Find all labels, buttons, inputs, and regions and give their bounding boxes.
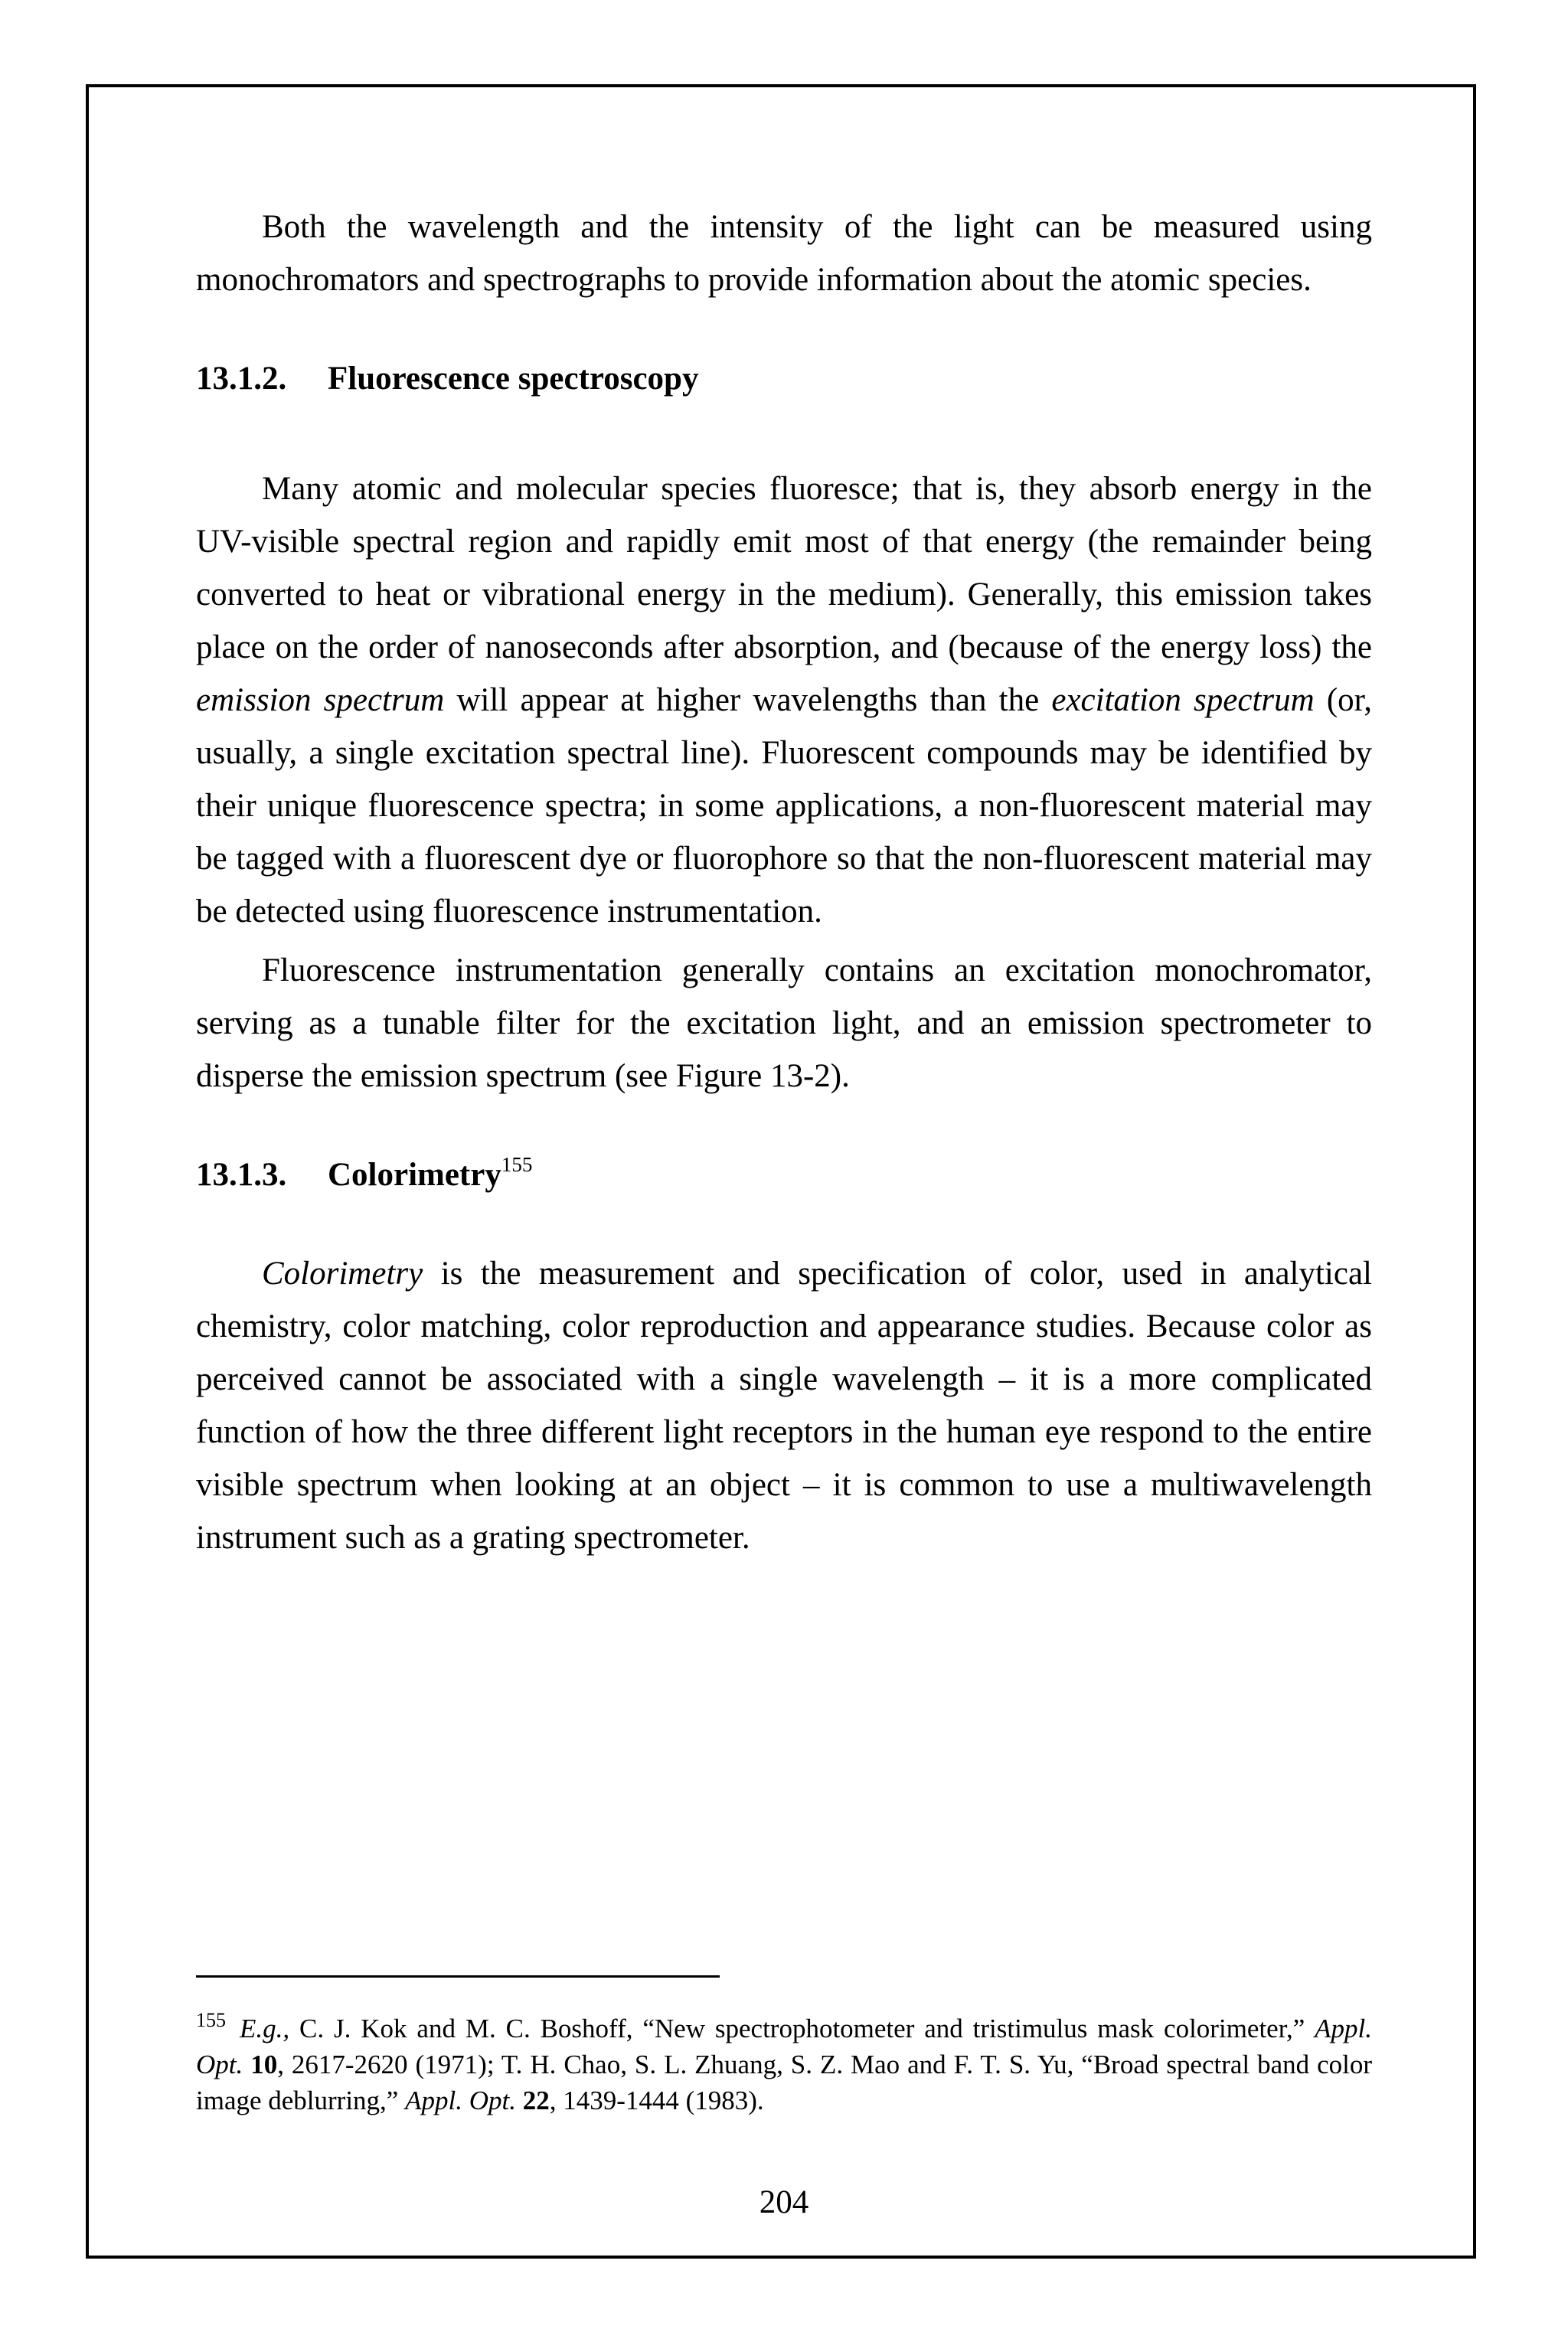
footnote-number: 155 bbox=[196, 2009, 226, 2031]
footnote-text: C. J. Kok and M. C. Boshoff, “New spectrophotometer and tristimulus mask colorimeter,” bbox=[289, 2014, 1315, 2043]
footnote-text: , 1439-1444 (1983). bbox=[549, 2086, 764, 2115]
page-content bbox=[196, 201, 1372, 1564]
journal-volume: 22 bbox=[522, 2086, 550, 2115]
section-heading-fluorescence bbox=[196, 352, 1372, 405]
section-number: 13.1.3. bbox=[196, 1157, 287, 1193]
fluorescence-paragraph-2: Fluorescence instrumentation generally contains an excitation monochromator, serving as a tunable filter for the excitation light, and an emission spectrometer to disperse the emission spectrum (see Figure 13-2). bbox=[196, 952, 1372, 1094]
text-run: Many atomic and molecular species fluoresce; that is, they absorb energy in the UV-visible spectral region and rapidly emit most of that energy (the remainder being converted to heat or vibrational energy in the medium). Generally, this emission takes place on the order of nanoseconds after absorption, and (because of the energy loss) the bbox=[196, 471, 1372, 665]
journal-name: Appl. Opt. bbox=[196, 2014, 1372, 2079]
footnote-eg: E.g., bbox=[240, 2014, 290, 2043]
text-run: is the measurement and specification of color, used in analytical chemistry, color matching, color reproduction and appearance studies. Because color as perceived cannot be associated with a single wavelength – it is a more complicated function of how the three different light receptors in the human eye respond to the entire visible spectrum when looking at an object – it is common to use a multiwavelength instrument such as a grating spectrometer. bbox=[196, 1256, 1372, 1556]
emphasis-colorimetry: Colorimetry bbox=[262, 1256, 423, 1292]
section-number: 13.1.2. bbox=[196, 361, 287, 397]
colorimetry-paragraph bbox=[196, 1247, 1372, 1564]
footnote-divider bbox=[196, 1975, 720, 1978]
journal-volume: 10 bbox=[250, 2050, 278, 2079]
footnote-155 bbox=[196, 2011, 1372, 2118]
fluorescence-paragraph-1 bbox=[196, 462, 1372, 938]
footnote-text: , 2617-2620 (1971); T. H. Chao, S. L. Zhuang, S. Z. Mao and F. T. S. Yu, “Broad spectral band color image deblurring,” bbox=[196, 2050, 1372, 2115]
emphasis-emission-spectrum: emission spectrum bbox=[196, 682, 445, 718]
footnote-reference[interactable]: 155 bbox=[501, 1153, 533, 1176]
text-run: (or, usually, a single excitation spectral line). Fluorescent compounds may be identified by their unique fluorescence spectra; in some applications, a non-fluorescent material may be tagged with a fluorescent dye or fluorophore so that the non-fluorescent material may be detected using fluorescence instrumentation. bbox=[196, 682, 1373, 929]
emphasis-excitation-spectrum: excitation spectrum bbox=[1051, 682, 1315, 718]
text-run: will appear at higher wavelengths than the bbox=[444, 682, 1052, 718]
section-title: Colorimetry bbox=[328, 1157, 501, 1193]
journal-name: Appl. Opt. bbox=[405, 2086, 516, 2115]
intro-paragraph: Both the wavelength and the intensity of the light can be measured using monochromators and spectrographs to provide information about the atomic species. bbox=[196, 209, 1372, 298]
page-number: 204 bbox=[759, 2184, 809, 2220]
section-heading-colorimetry bbox=[196, 1148, 1372, 1201]
section-title: Fluorescence spectroscopy bbox=[328, 361, 699, 397]
